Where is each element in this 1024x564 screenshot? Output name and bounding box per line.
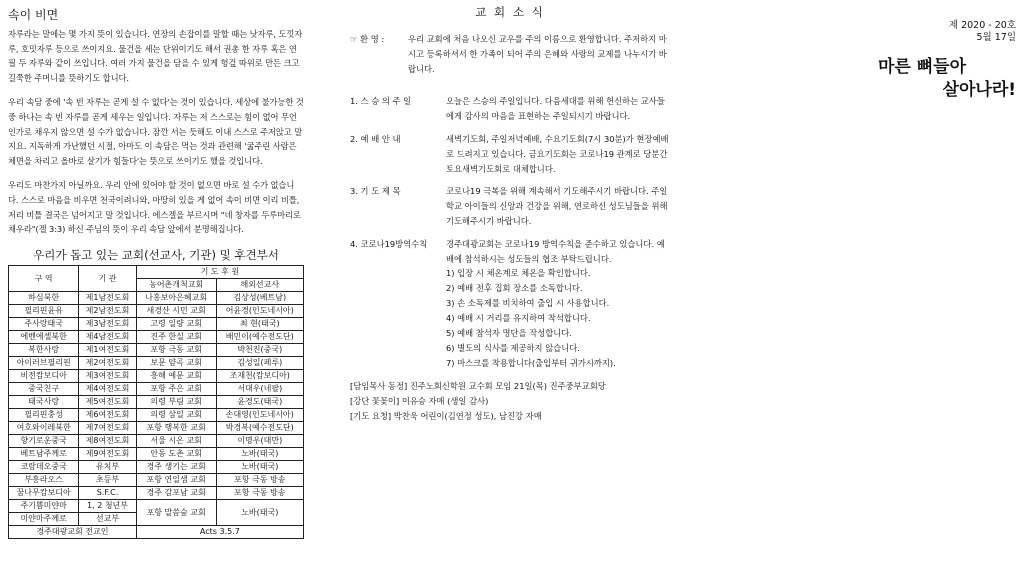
table-cell: 제1남전도회 xyxy=(79,291,137,304)
list-item: 7) 마스크를 착용합니다(출입부터 귀가시까지). xyxy=(446,358,616,369)
table-cell: 비전캄보디아 xyxy=(9,369,79,382)
table-cell: 제4남전도회 xyxy=(79,330,137,343)
news-item-text: 코로나19 극복을 위해 계속해서 기도해주시기 바랍니다. 주일학교 아이들의 신앙과 건강을 위해, 연로하신 성도님들을 위해 기도해주시기 바랍니다. xyxy=(446,186,668,226)
table-cell: 포항 말씀숲 교회 xyxy=(136,499,216,525)
table-cell: 보문 얌곡 교회 xyxy=(136,356,216,369)
table-cell: 포항 극동 교회 xyxy=(136,343,216,356)
table-cell: 아이러브필리핀 xyxy=(9,356,79,369)
table-cell: 이명우(대만) xyxy=(216,434,303,447)
news-item-text: 새벽기도회, 주일저녁예배, 수요기도회(7시 30분)가 현장예배로 드려지고 있습니다. 금요기도회는 코로나19 관계로 당분간 토요새벽기도회로 대체합니다. xyxy=(446,133,669,174)
list-item: 3) 손 소독제를 비치하여 출입 시 사용합니다. xyxy=(446,298,610,309)
essay-title: 속이 비면 xyxy=(8,8,59,22)
news-item-1 xyxy=(350,94,670,124)
header-prayer: 기 도 후 원 xyxy=(136,265,303,278)
news-item-3 xyxy=(350,184,670,228)
welcome-text: 우리 교회에 처음 나오신 교우를 주의 이름으로 환영합니다. 주저하지 마시고 등록하셔서 한 가족이 되어 주의 은혜와 사랑의 교제를 나누시기 바랍니다. xyxy=(408,34,667,74)
table-cell: 김성일(페루) xyxy=(216,356,303,369)
table-cell: 복한사랑 xyxy=(9,343,79,356)
news-title: 교 회 소 식 xyxy=(475,5,545,19)
table-row xyxy=(9,330,304,343)
table-cell: 박천진(중국) xyxy=(216,343,303,356)
table-cell: 진주 한실 교회 xyxy=(136,330,216,343)
table-cell: 제2여전도회 xyxy=(79,356,137,369)
table-cell: 제6여전도회 xyxy=(79,408,137,421)
issue-date: 5월 17일 xyxy=(976,32,1016,43)
table-cell: 의령 부림 교회 xyxy=(136,395,216,408)
news-item-head: 3. 기 도 제 목 xyxy=(350,186,401,197)
table-cell: 베트남주께로 xyxy=(9,447,79,460)
table-cell: 하심북한 xyxy=(9,291,79,304)
table-row xyxy=(9,369,304,382)
table-cell: 선교부 xyxy=(79,512,137,525)
covid-rules-list xyxy=(350,266,670,371)
welcome-item xyxy=(350,32,670,76)
table-cell: S.F.C. xyxy=(79,486,137,499)
table-row xyxy=(9,304,304,317)
table-cell: 서대우(네팔) xyxy=(216,382,303,395)
table-cell: 포항 주은 교회 xyxy=(136,382,216,395)
footer-congregation: 경주대광교회 전교인 xyxy=(9,525,137,538)
motto-line-1: 마른 뼈들아 xyxy=(878,57,967,77)
table-cell: 어윤경(인도네시아) xyxy=(216,304,303,317)
motto xyxy=(840,56,1016,102)
table-footer-row xyxy=(9,525,304,538)
mission-table-title: 우리가 돕고 있는 교회(선교사, 기관) 및 후견부서 xyxy=(33,247,279,262)
news-item-head: 4. 코로나19방역수칙 xyxy=(350,238,428,249)
table-cell: 부흥라오스 xyxy=(9,473,79,486)
table-cell: 1, 2 청년부 xyxy=(79,499,137,512)
notices xyxy=(350,379,670,423)
table-cell: 새경산 시민 교회 xyxy=(136,304,216,317)
table-cell: 손대영(인도네시아) xyxy=(216,408,303,421)
welcome-head: ☞ 환 영 : xyxy=(350,34,385,44)
footer-verse: Acts 3.5.7 xyxy=(136,525,303,538)
table-row xyxy=(9,395,304,408)
table-cell: 꿈나무캄보디아 xyxy=(9,486,79,499)
table-row xyxy=(9,473,304,486)
header-farm-church: 농어촌개척교회 xyxy=(136,278,216,291)
table-cell: 노바(태국) xyxy=(216,447,303,460)
notice-pastor: [담임목사 동정] 진주노회신학원 교수회 모임 21일(목) 진주중부교회당 xyxy=(350,381,606,392)
notice-prayer-request: [기도 요청] 박찬욱 어린이(김연정 성도), 남진강 자매 xyxy=(350,410,542,421)
table-cell: 향기로운중국 xyxy=(9,434,79,447)
header-region: 구 역 xyxy=(9,265,79,291)
table-cell: 코람데오중국 xyxy=(9,460,79,473)
table-cell: 경주 감포남 교회 xyxy=(136,486,216,499)
table-row xyxy=(9,382,304,395)
news-item-head: 2. 예 배 안 내 xyxy=(350,133,401,144)
mission-table xyxy=(8,265,304,539)
table-row xyxy=(9,499,304,512)
table-row xyxy=(9,317,304,330)
table-cell: 흥해 예문 교회 xyxy=(136,369,216,382)
table-cell: 제4여전도회 xyxy=(79,382,137,395)
table-cell: 미얀마주께로 xyxy=(9,512,79,525)
table-cell: 포항 연일샘 교회 xyxy=(136,473,216,486)
table-row xyxy=(9,460,304,473)
news-column xyxy=(350,0,670,424)
table-cell: 제3남전도회 xyxy=(79,317,137,330)
news-item-2 xyxy=(350,132,670,176)
table-row xyxy=(9,434,304,447)
table-cell: 태국사랑 xyxy=(9,395,79,408)
news-item-text: 경주대광교회는 코로나19 방역수칙을 준수하고 있습니다. 예배에 참석하시는 성도들의 협조 부탁드립니다. xyxy=(446,238,665,264)
table-row xyxy=(9,408,304,421)
table-cell: 윤경도(태국) xyxy=(216,395,303,408)
table-cell: 주기쁨미얀마 xyxy=(9,499,79,512)
news-item-text: 오늘은 스승의 주일입니다. 다음세대를 위해 헌신하는 교사들에게 감사의 마음을 표현하는 주일되시기 바랍니다. xyxy=(446,96,665,122)
essay-paragraph-2: 우리 속담 중에 '속 빈 자루는 곧게 설 수 없다'는 것이 있습니다. 세상에 불가능한 것 중 하나는 속 빈 자루를 곧게 세우는 일입니다. 자루는 저 스스로는 힘이 없어 무언인가로 채우지 않으면 설 수가 없습니다. 잠깐 서는 듯해도 이내 스스로 주저앉고 말지요. 지독하게 가난했던 시절, 아마도 이 속담은 먹는 것과 관련해 '굶주린 사람은 체면을 차리고 올바로 살기가 힘들다'는 뜻으로 쓰이기도 했을 것입니다. xyxy=(8,97,304,166)
table-cell: 김상성(베트남) xyxy=(216,291,303,304)
table-cell: 여호와이레북한 xyxy=(9,421,79,434)
table-cell: 서울 시온 교회 xyxy=(136,434,216,447)
table-cell: 배민이(예수전도단) xyxy=(216,330,303,343)
table-cell: 포항 극동 방송 xyxy=(216,473,303,486)
right-column xyxy=(840,0,1016,102)
table-cell: 박경복(예수전도단) xyxy=(216,421,303,434)
table-cell: 제9여전도회 xyxy=(79,447,137,460)
table-row xyxy=(9,291,304,304)
issue-info xyxy=(840,20,1016,44)
table-cell: 조재천(캄보디아) xyxy=(216,369,303,382)
header-overseas: 해외선교사 xyxy=(216,278,303,291)
notice-flowers: [강단 꽃꽂이] 이유승 자매 (생일 감사) xyxy=(350,396,489,407)
table-row xyxy=(9,343,304,356)
mission-table-body xyxy=(9,291,304,538)
table-cell: 필리핀충성 xyxy=(9,408,79,421)
essay-paragraph-1: 자루라는 말에는 몇 가지 뜻이 있습니다. 연장의 손잡이를 말할 때는 낫자루, 도낏자루, 호밋자루 등으로 쓰이지요. 물건을 세는 단위이기도 해서 권총 한 자루 혹은 연필 두 자루와 같이 쓰입니다. 여러 가지 물건을 담을 수 있게 헝겊 따위로 만든 크고 길쭉한 주머니를 뜻하기도 합니다. xyxy=(8,29,303,83)
list-item: 2) 예배 전후 집회 장소를 소독합니다. xyxy=(446,283,583,294)
table-cell: 에벤에셀북한 xyxy=(9,330,79,343)
table-cell: 주사랑태국 xyxy=(9,317,79,330)
table-cell: 제3여전도회 xyxy=(79,369,137,382)
table-cell: 제5여전도회 xyxy=(79,395,137,408)
table-cell: 필리핀윤유 xyxy=(9,304,79,317)
table-cell: 제8여전도회 xyxy=(79,434,137,447)
motto-line-2: 살아나라! xyxy=(942,80,1016,100)
table-cell: 제1여전도회 xyxy=(79,343,137,356)
table-cell: 중국친구 xyxy=(9,382,79,395)
table-cell: 초등부 xyxy=(79,473,137,486)
table-cell: 노바(태국) xyxy=(216,460,303,473)
news-item-4 xyxy=(350,237,670,267)
table-row xyxy=(9,486,304,499)
table-cell: 노바(태국) xyxy=(216,499,303,525)
table-cell: 경주 생기는 교회 xyxy=(136,460,216,473)
list-item: 5) 예배 참석자 명단을 작성합니다. xyxy=(446,328,572,339)
table-cell: 안동 도촌 교회 xyxy=(136,447,216,460)
table-cell: 제2남전도회 xyxy=(79,304,137,317)
table-row xyxy=(9,421,304,434)
header-agency: 기 관 xyxy=(79,265,137,291)
table-cell: 고령 일량 교회 xyxy=(136,317,216,330)
news-item-head: 1. 스 승 의 주 일 xyxy=(350,96,412,107)
table-row xyxy=(9,447,304,460)
list-item: 1) 입장 시 체온계로 체온을 확인합니다. xyxy=(446,268,591,279)
table-cell: 최 현(태국) xyxy=(216,317,303,330)
table-cell: 유치부 xyxy=(79,460,137,473)
left-column xyxy=(8,0,304,539)
essay-paragraph-3: 우리도 마찬가지 아닐까요. 우리 안에 있어야 할 것이 없으면 바로 설 수가 없습니다. 스스로 마음을 비우면 천국이려니와, 마땅히 있을 게 없어 속이 비면 이리 비틀, 저리 비틀 결국은 넘어지고 말 것입니다. 에스겔을 부르시며 "네 창자를 두루마리로 채우라"(겔 3:3) 하신 주님의 뜻이 우리 속담 앞에서 분명해집니다. xyxy=(8,180,301,235)
table-row xyxy=(9,356,304,369)
table-cell: 포항 행복한 교회 xyxy=(136,421,216,434)
table-cell: 포항 극동 방송 xyxy=(216,486,303,499)
list-item: 4) 예배 시 거리를 유지하여 착석합니다. xyxy=(446,313,591,324)
list-item: 6) 별도의 식사를 제공하지 않습니다. xyxy=(446,343,580,354)
table-cell: 의령 삼일 교회 xyxy=(136,408,216,421)
table-cell: 제7여전도회 xyxy=(79,421,137,434)
table-cell: 나홍보아은혜교회 xyxy=(136,291,216,304)
issue-number: 제 2020 - 20호 xyxy=(948,20,1016,31)
